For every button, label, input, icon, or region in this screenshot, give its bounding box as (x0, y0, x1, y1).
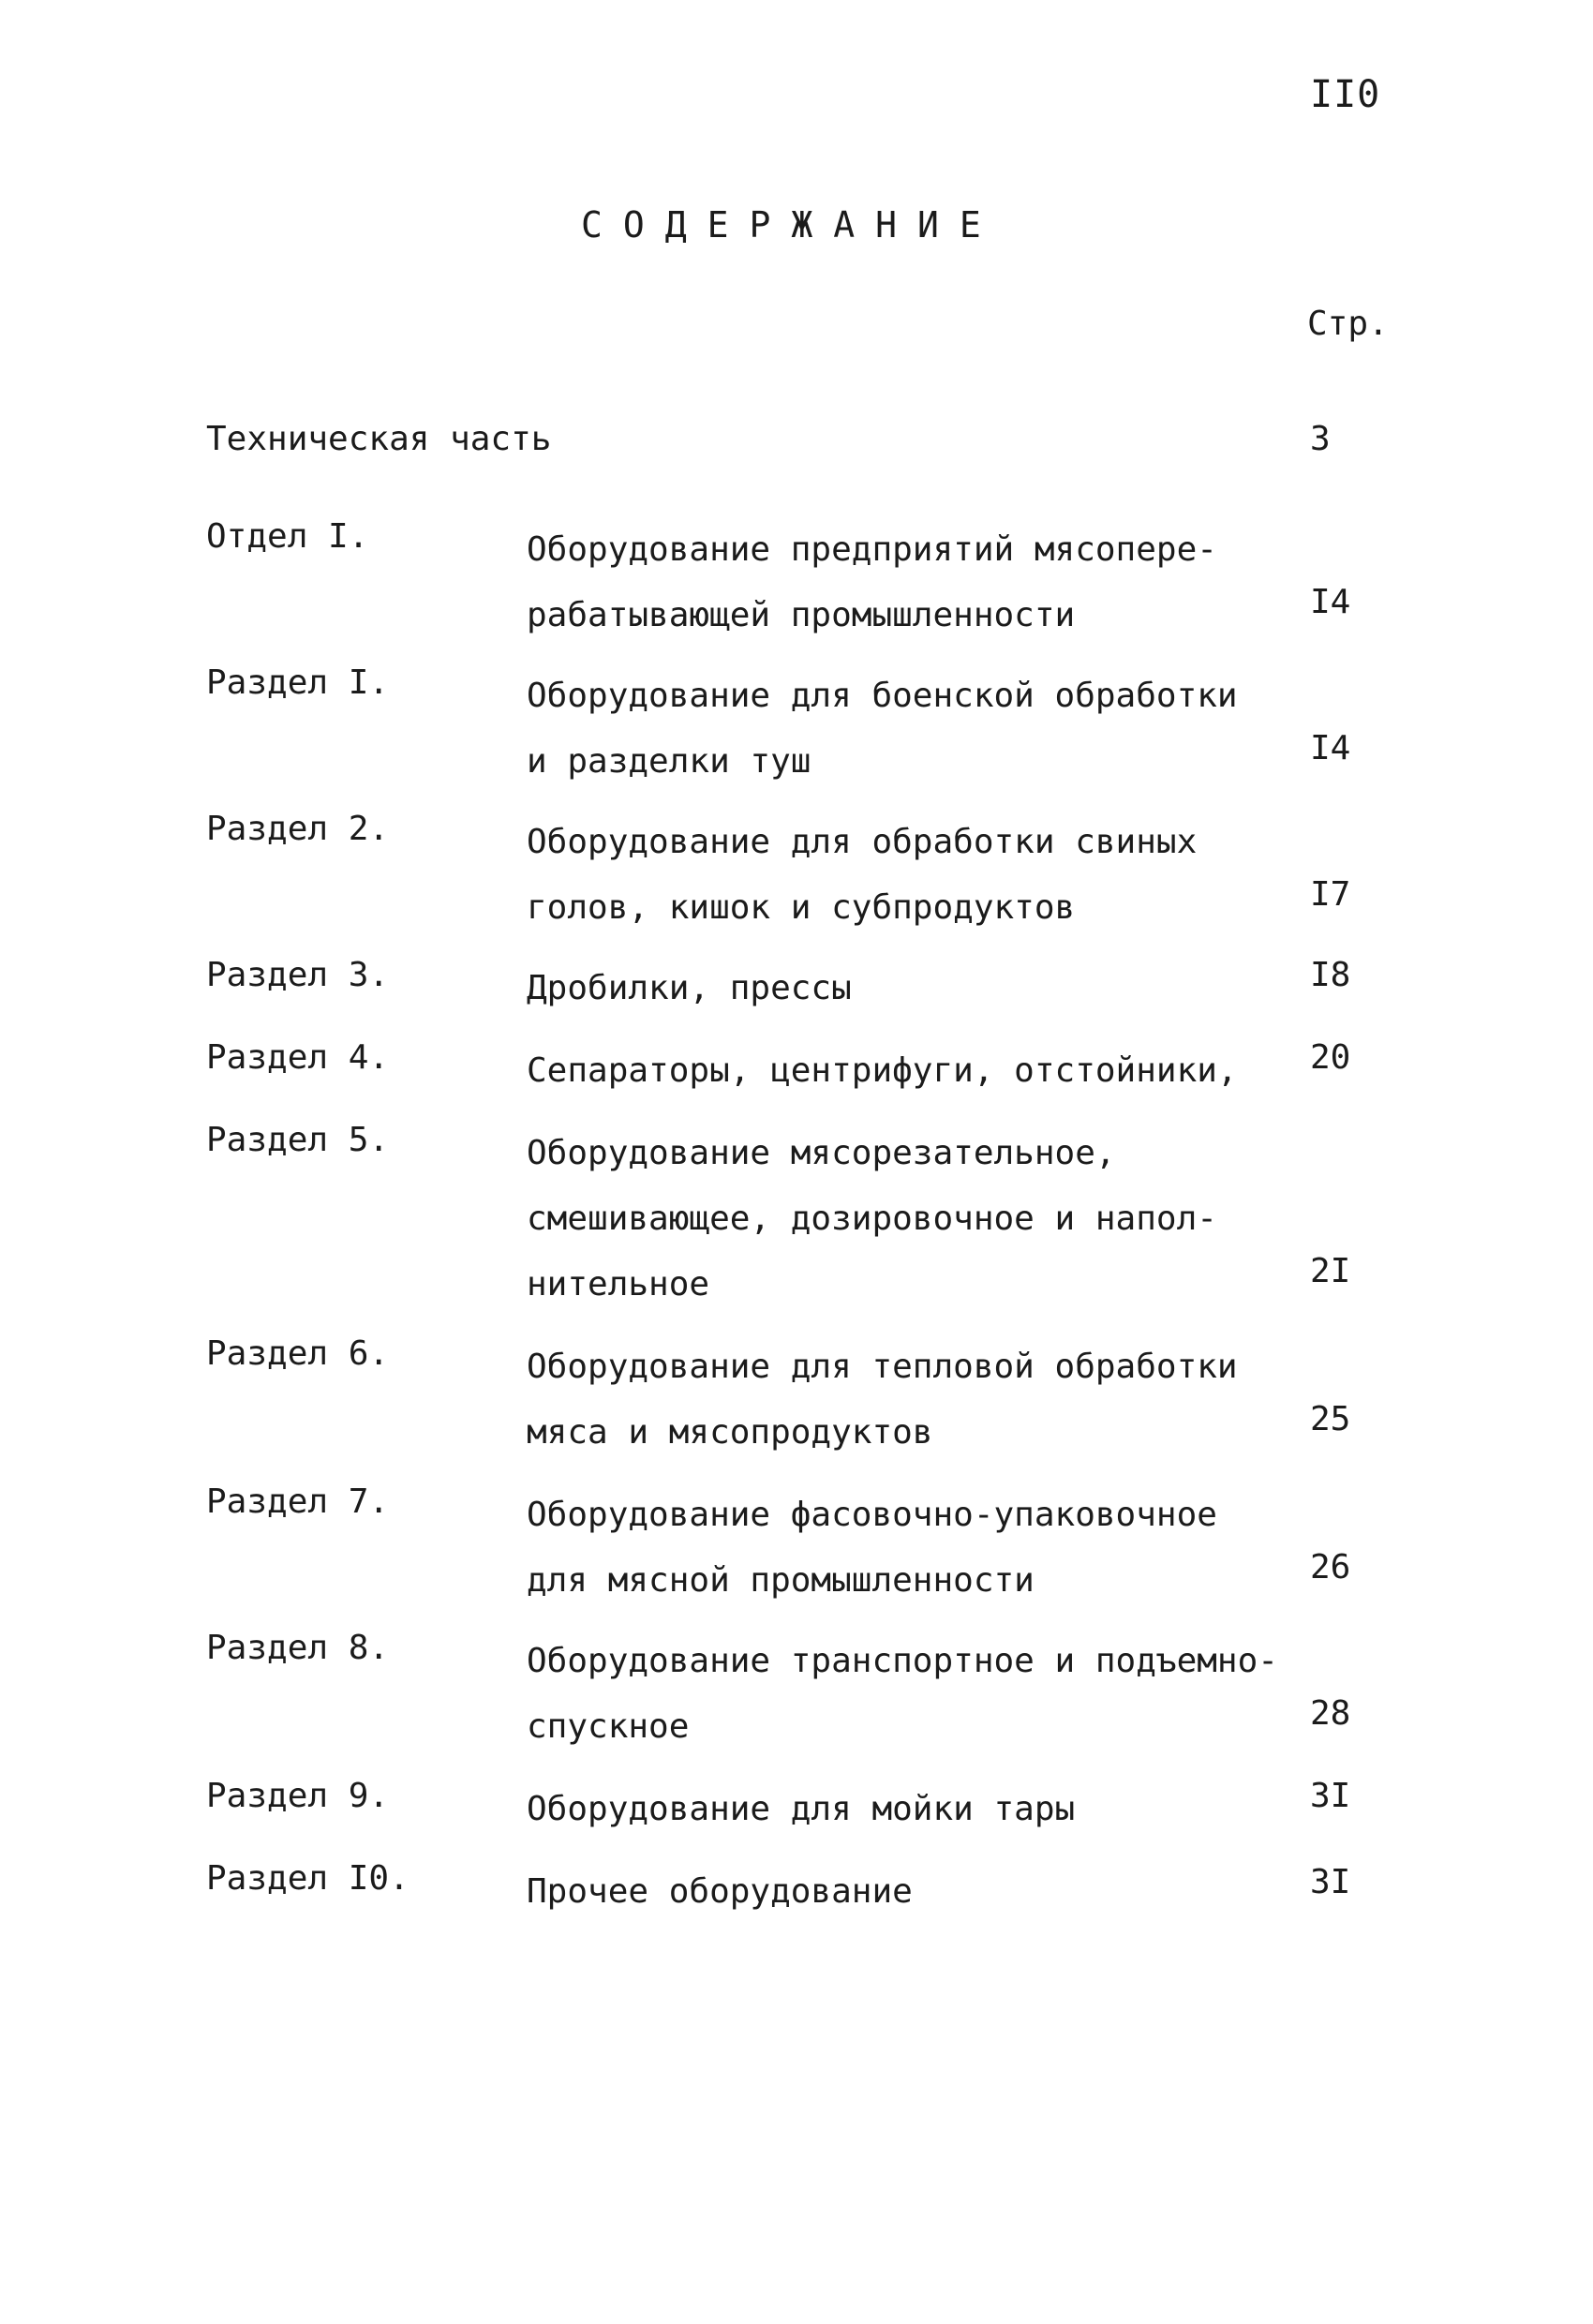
toc-entry-title-line: Сепараторы, центрифуги, отстойники, (527, 1051, 1238, 1090)
toc-entry-title-line: Оборудование для тепловой обработки (527, 1348, 1238, 1386)
toc-entry-title-line: и разделки туш (527, 742, 811, 781)
toc-entry-title-line: спускное (527, 1707, 690, 1746)
toc-entry-label: Раздел 7. (206, 1482, 390, 1521)
toc-entry-label: Раздел 6. (206, 1334, 390, 1373)
toc-entry-label: Раздел I0. (206, 1859, 409, 1898)
toc-entry-label: Раздел 8. (206, 1629, 390, 1667)
toc-entry-title (527, 956, 1295, 1021)
toc-entry-page: I8 (1310, 956, 1351, 994)
toc-entry-title-line: Оборудование предприятий мясопере- (527, 530, 1217, 569)
toc-entry-label: Раздел 3. (206, 956, 390, 994)
toc-entry-title-line: голов, кишок и субпродуктов (527, 888, 1076, 927)
page-column-header: Стр. (1307, 305, 1389, 343)
toc-entry-title-line: смешивающее, дозировочное и напол- (527, 1199, 1217, 1238)
page-title: СОДЕРЖАНИЕ (581, 204, 1002, 246)
toc-entry-title (527, 810, 1295, 941)
toc-entry-label: Отдел I. (206, 517, 369, 556)
toc-entry-title-line: Дробилки, прессы (527, 969, 852, 1007)
toc-entry-title-line: Оборудование мясорезательное, (527, 1134, 1116, 1172)
toc-entry-title (527, 1859, 1295, 1925)
toc-entry-title-line: Оборудование для боенской обработки (527, 677, 1238, 715)
toc-entry-label: Раздел 5. (206, 1121, 390, 1159)
toc-entry-title-line: нительное (527, 1265, 710, 1304)
toc-entry-title-line: Оборудование для мойки тары (527, 1790, 1076, 1828)
toc-entry-page: I7 (1310, 875, 1351, 914)
toc-entry-title-line: Оборудование для обработки свиных (527, 823, 1198, 861)
toc-entry-label: Раздел I. (206, 663, 390, 702)
toc-entry-page: 3I (1310, 1777, 1351, 1815)
toc-entry-page: I4 (1310, 729, 1351, 767)
toc-entry-title (527, 1038, 1295, 1104)
toc-entry-page: 2I (1310, 1252, 1351, 1290)
toc-entry-title (527, 1334, 1295, 1466)
toc-entry-title (527, 1629, 1295, 1760)
toc-entry-title (527, 1482, 1295, 1614)
toc-entry-page: 28 (1310, 1694, 1351, 1733)
toc-entry-title (527, 1121, 1295, 1318)
toc-entry-label: Раздел 4. (206, 1038, 390, 1077)
toc-entry-title-line: мяса и мясопродуктов (527, 1413, 933, 1452)
toc-entry-page: 3I (1310, 1863, 1351, 1901)
page-number: II0 (1310, 73, 1381, 116)
toc-entry-title-line: Оборудование фасовочно-упаковочное (527, 1496, 1217, 1534)
toc-entry-page: I4 (1310, 583, 1351, 621)
toc-entry-title (527, 1777, 1295, 1842)
toc-entry-label: Раздел 2. (206, 810, 390, 848)
toc-entry-page: 20 (1310, 1038, 1351, 1077)
toc-entry-title-line: рабатывающей промышленности (527, 596, 1076, 634)
toc-entry-title-line: Прочее оборудование (527, 1872, 913, 1911)
toc-entry-title-line: Оборудование транспортное и подъемно- (527, 1642, 1278, 1680)
toc-entry-title-line: для мясной промышленности (527, 1561, 1035, 1600)
toc-entry-page: 26 (1310, 1548, 1351, 1587)
toc-entry-title (527, 663, 1295, 795)
toc-entry-page: 3 (1310, 420, 1331, 458)
toc-entry-label: Техническая часть (206, 420, 552, 458)
toc-entry-page: 25 (1310, 1400, 1351, 1438)
toc-entry-label: Раздел 9. (206, 1777, 390, 1815)
toc-entry-title (527, 517, 1295, 648)
